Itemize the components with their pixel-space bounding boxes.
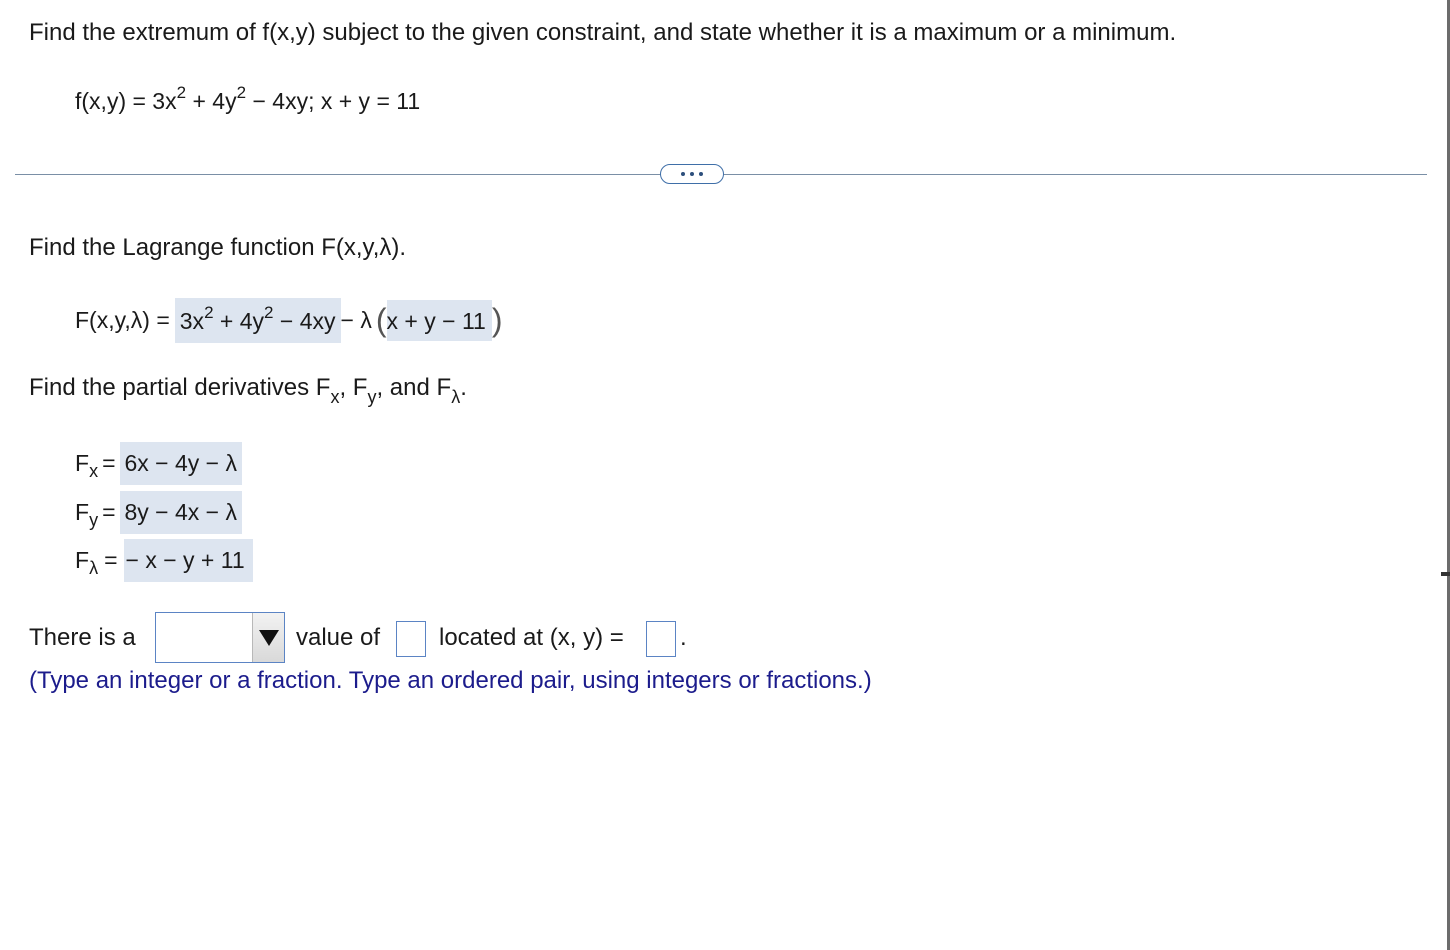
prompt-text: . (460, 374, 467, 401)
subscript: y (89, 509, 99, 530)
function-mid: + 4y (186, 88, 237, 114)
equals: = (102, 498, 116, 525)
function-lhs: f(x,y) = 3x (75, 88, 177, 114)
paren-close: ) (491, 301, 503, 338)
lagrange-answer-1 (175, 298, 341, 343)
there-is-label: There is a (29, 624, 136, 651)
lagrange-lhs: F(x,y,λ) = (75, 306, 170, 333)
subscript: y (367, 387, 377, 407)
more-options-button[interactable] (660, 164, 724, 184)
function-rest: − 4xy; x + y = 11 (246, 88, 421, 114)
question-text: Find the extremum of f(x,y) subject to the given constraint, and state whether it is a maximum or a minimum. (29, 19, 1177, 46)
fy-answer: 8y − 4x − λ (120, 491, 243, 534)
answer-text: − 4xy (273, 307, 336, 334)
lagrange-expression (75, 296, 502, 344)
paren-open: ( (375, 301, 387, 338)
partial-fy-row (75, 491, 242, 533)
subscript: x (89, 460, 99, 481)
equals: = (104, 546, 118, 573)
subscript: λ (89, 557, 99, 578)
period: . (680, 624, 687, 651)
partials-prompt (29, 374, 467, 407)
exponent: 2 (204, 302, 214, 322)
exponent: 2 (264, 302, 274, 322)
function-expression (75, 83, 421, 115)
answer-text: 3x (179, 307, 205, 334)
partial-name: F (75, 546, 90, 573)
equals: = (102, 449, 116, 476)
fl-answer: − x − y + 11 (124, 539, 253, 582)
subscript: x (330, 387, 340, 407)
instruction-hint: (Type an integer or a fraction. Type an ordered pair, using integers or fractions.) (29, 667, 872, 694)
minus-lambda: − λ (340, 306, 372, 333)
answer-text: + 4y (213, 307, 265, 334)
prompt-text: Find the partial derivatives F (29, 374, 331, 401)
dot-icon (681, 172, 685, 176)
edge-marker (1441, 572, 1450, 576)
subscript: λ (451, 387, 461, 407)
value-of-label: value of (296, 624, 381, 651)
fx-answer: 6x − 4y − λ (120, 442, 243, 485)
exponent: 2 (176, 83, 187, 102)
lagrange-prompt: Find the Lagrange function F(x,y,λ). (29, 234, 407, 261)
point-input[interactable] (646, 621, 676, 657)
triangle-down-icon (259, 630, 279, 646)
prompt-text: , F (339, 374, 368, 401)
exponent: 2 (236, 83, 247, 102)
dot-icon (690, 172, 694, 176)
partial-name: F (75, 498, 90, 525)
dot-icon (699, 172, 703, 176)
extremum-type-dropdown[interactable] (155, 612, 285, 663)
partial-fl-row (75, 539, 253, 581)
lagrange-answer-2: x + y − 11 (387, 300, 492, 341)
partial-name: F (75, 449, 90, 476)
dropdown-arrow[interactable] (252, 613, 284, 662)
partial-fx-row (75, 442, 242, 484)
located-at-label: located at (x, y) = (439, 624, 624, 651)
prompt-text: , and F (376, 374, 452, 401)
value-input[interactable] (396, 621, 426, 657)
